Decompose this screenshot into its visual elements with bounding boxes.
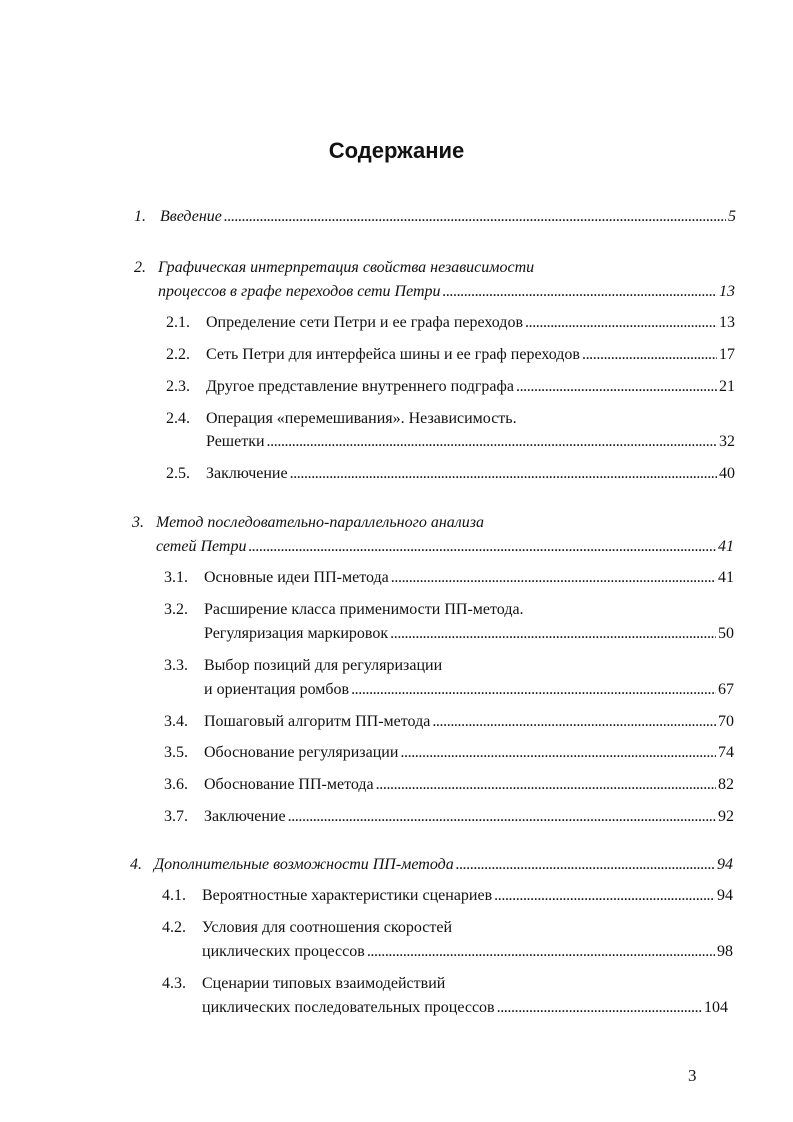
toc-number: 2.1. xyxy=(166,314,190,331)
toc-label: сетей Петри xyxy=(156,538,247,555)
toc-section-2-3[interactable] xyxy=(166,376,735,398)
toc-page: 41 xyxy=(718,569,734,586)
toc-label: циклических процессов xyxy=(202,943,365,960)
toc-number: 3.3. xyxy=(164,657,188,674)
toc-leader xyxy=(288,806,716,828)
toc-label: и ориентация ромбов xyxy=(204,681,350,698)
toc-label: Определение сети Петри и ее графа переходов xyxy=(206,314,523,331)
toc-number: 4.2. xyxy=(162,919,186,936)
toc-page: 94 xyxy=(717,856,733,873)
toc-section-3-7[interactable] xyxy=(164,806,734,828)
toc-section-2-4-title[interactable] xyxy=(166,408,517,430)
toc-label: Условия для соотношения скоростей xyxy=(202,919,453,936)
toc-section-4-1[interactable] xyxy=(162,885,733,907)
toc-page: 13 xyxy=(719,283,735,300)
toc-section-3-3-title[interactable] xyxy=(164,655,442,677)
toc-chapter-3[interactable] xyxy=(156,536,734,558)
toc-page: 74 xyxy=(718,744,734,761)
toc-label: Основные идеи ПП-метода xyxy=(204,569,389,586)
toc-number: 3.7. xyxy=(164,808,188,825)
page-number: 3 xyxy=(688,1066,697,1085)
toc-number: 2.3. xyxy=(166,378,190,395)
toc-page: 70 xyxy=(718,713,734,730)
toc-chapter-2-title[interactable] xyxy=(134,257,534,279)
toc-label: Заключение xyxy=(206,465,288,482)
toc-label: циклических последовательных процессов xyxy=(202,999,495,1016)
toc-leader xyxy=(267,431,717,453)
toc-number: 2. xyxy=(134,259,146,276)
toc-label: Выбор позиций для регуляризации xyxy=(204,657,443,674)
toc-leader xyxy=(494,885,715,907)
toc-section-3-2[interactable] xyxy=(204,623,734,645)
toc-leader xyxy=(351,679,716,701)
toc-leader xyxy=(390,623,716,645)
toc-leader xyxy=(400,742,716,764)
toc-leader xyxy=(376,774,716,796)
toc-section-3-2-title[interactable] xyxy=(164,599,524,621)
toc-leader xyxy=(525,312,717,334)
toc-number: 2.5. xyxy=(166,465,190,482)
toc-leader xyxy=(367,941,715,963)
toc-section-4-3-title[interactable] xyxy=(162,973,445,995)
toc-label: Решетки xyxy=(206,433,265,450)
toc-page: 40 xyxy=(719,465,735,482)
toc-label: Обоснование регуляризации xyxy=(204,744,399,761)
toc-section-3-5[interactable] xyxy=(164,742,734,764)
toc-page: 98 xyxy=(717,943,733,960)
toc-section-4-2[interactable] xyxy=(202,941,733,963)
toc-section-3-4[interactable] xyxy=(164,711,734,733)
toc-leader xyxy=(290,463,717,485)
toc-number: 3. xyxy=(132,514,144,531)
toc-number: 3.6. xyxy=(164,776,188,793)
toc-page: 21 xyxy=(719,378,735,395)
toc-chapter-4[interactable] xyxy=(130,854,733,876)
toc-number: 2.2. xyxy=(166,346,190,363)
toc-chapter-3-title[interactable] xyxy=(132,512,484,534)
toc-page: 104 xyxy=(704,999,728,1016)
toc-number: 1. xyxy=(134,208,146,225)
toc-number: 3.5. xyxy=(164,744,188,761)
toc-section-3-6[interactable] xyxy=(164,774,734,796)
toc-number: 3.2. xyxy=(164,601,188,618)
toc-chapter-1[interactable] xyxy=(134,206,736,228)
toc-label: Метод последовательно-параллельного анализа xyxy=(156,514,484,531)
toc-label: Вероятностные характеристики сценариев xyxy=(202,887,493,904)
toc-label: Сценарии типовых взаимодействий xyxy=(202,975,446,992)
toc-page: 13 xyxy=(719,314,735,331)
toc-label: Заключение xyxy=(204,808,286,825)
toc-leader xyxy=(456,854,715,876)
toc-section-4-2-title[interactable] xyxy=(162,917,452,939)
toc-leader xyxy=(582,344,717,366)
toc-label: Пошаговый алгоритм ПП-метода xyxy=(204,713,431,730)
toc-leader xyxy=(516,376,717,398)
toc-label: Введение xyxy=(160,208,222,225)
toc-label: процессов в графе переходов сети Петри xyxy=(158,283,441,300)
toc-number: 3.1. xyxy=(164,569,188,586)
toc-label: Другое представление внутреннего подграфа xyxy=(206,378,514,395)
toc-page: 82 xyxy=(718,776,734,793)
toc-section-4-3[interactable] xyxy=(202,997,728,1019)
toc-leader xyxy=(443,281,717,303)
page-title: Содержание xyxy=(328,138,465,163)
toc-leader xyxy=(391,567,716,589)
toc-section-2-5[interactable] xyxy=(166,463,735,485)
toc-section-2-4[interactable] xyxy=(206,431,735,453)
toc-leader xyxy=(497,997,702,1019)
toc-page: 41 xyxy=(718,538,734,555)
toc-section-2-1[interactable] xyxy=(166,312,735,334)
toc-label: Обоснование ПП-метода xyxy=(204,776,374,793)
toc-label: Расширение класса применимости ПП-метода. xyxy=(204,601,524,618)
toc-page: 5 xyxy=(728,208,736,225)
toc-page: 67 xyxy=(718,681,734,698)
toc-label: Дополнительные возможности ПП-метода xyxy=(154,856,454,873)
toc-leader xyxy=(248,536,716,558)
toc-number: 4.1. xyxy=(162,887,186,904)
toc-leader xyxy=(224,206,726,228)
toc-page: 92 xyxy=(718,808,734,825)
toc-label: Сеть Петри для интерфейса шины и ее граф переходов xyxy=(206,346,580,363)
toc-chapter-2[interactable] xyxy=(158,281,735,303)
toc-leader xyxy=(432,711,716,733)
toc-page: 50 xyxy=(718,625,734,642)
toc-page: 94 xyxy=(717,887,733,904)
toc-number: 3.4. xyxy=(164,713,188,730)
toc-label: Графическая интерпретация свойства независимости xyxy=(158,259,535,276)
toc-label: Операция «перемешивания». Независимость. xyxy=(206,410,517,427)
toc-page: 32 xyxy=(719,433,735,450)
toc-section-3-1[interactable] xyxy=(164,567,734,589)
toc-number: 4.3. xyxy=(162,975,186,992)
toc-section-2-2[interactable] xyxy=(166,344,735,366)
toc-section-3-3[interactable] xyxy=(204,679,734,701)
toc-page: 17 xyxy=(719,346,735,363)
toc-number: 2.4. xyxy=(166,410,190,427)
toc-number: 4. xyxy=(130,856,142,873)
toc-label: Регуляризация маркировок xyxy=(204,625,389,642)
